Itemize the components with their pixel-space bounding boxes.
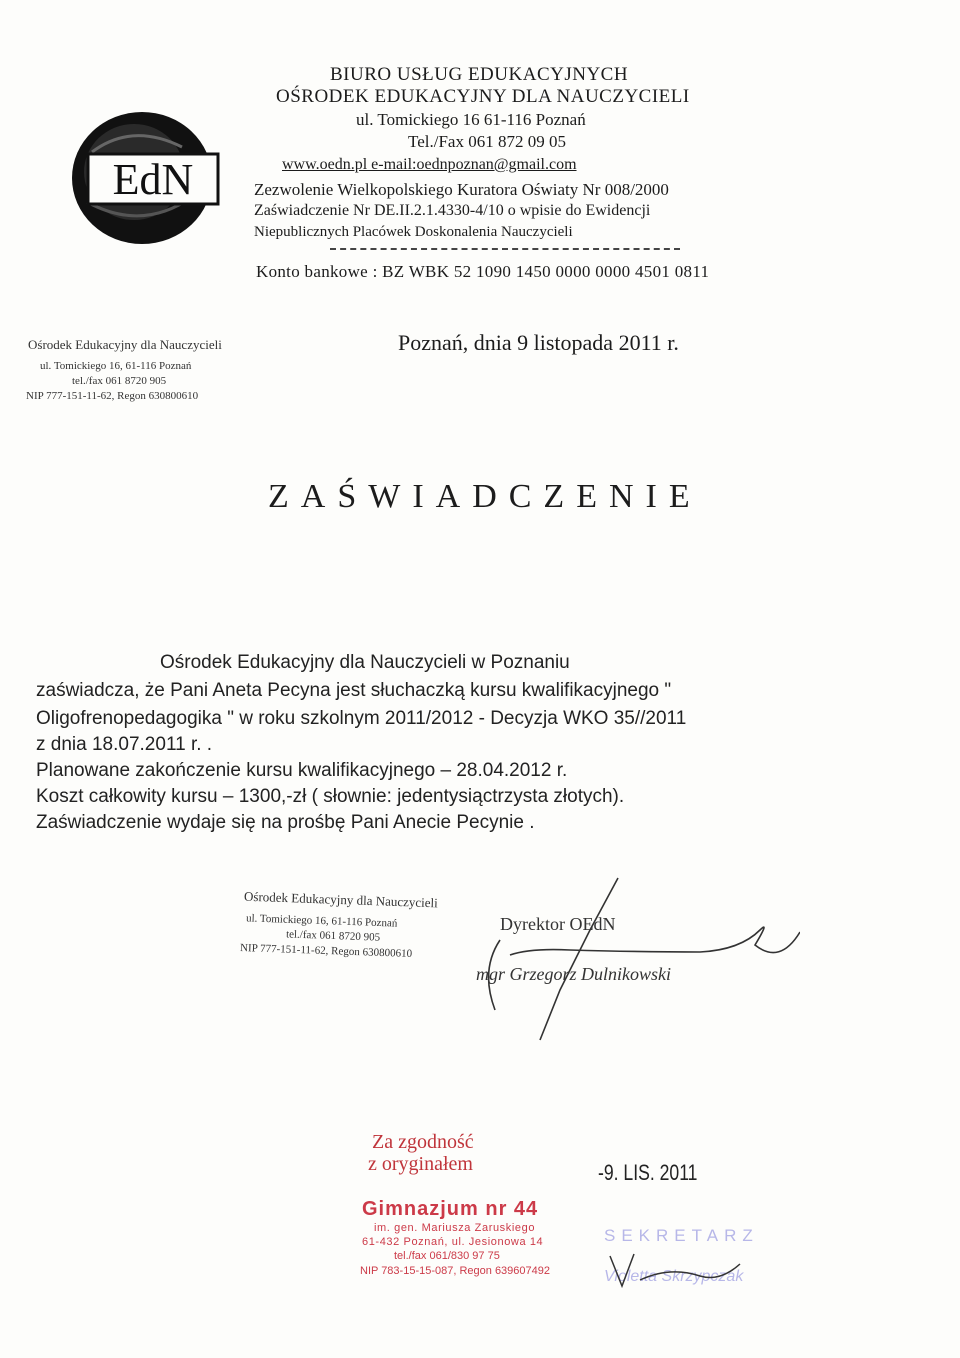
stamp-left-line1: Ośrodek Edukacyjny dla Nauczycieli — [28, 337, 222, 352]
letterhead-line2: OŚRODEK EDUKACYJNY DLA NAUCZYCIELI — [276, 86, 690, 107]
letterhead-phone: Tel./Fax 061 872 09 05 — [408, 132, 566, 151]
secretary-name: Violetta Skrzypczak — [604, 1268, 744, 1285]
body-line2: zaświadcza, że Pani Aneta Pecyna jest słuchaczką kursu kwalifikacyjnego " — [36, 680, 672, 701]
school-stamp-line2: im. gen. Mariusza Zaruskiego — [374, 1222, 536, 1234]
school-stamp-line5: NIP 783-15-15-087, Regon 639607492 — [360, 1265, 551, 1277]
letterhead-address: ul. Tomickiego 16 61-116 Poznań — [356, 110, 586, 129]
body-line7: Zaświadczenie wydaje się na prośbę Pani Anecie Pecynie . — [36, 812, 535, 833]
body-line3: Oligofrenopedagogika " w roku szkolnym 2011/2012 - Decyzja WKO 35//2011 — [36, 708, 687, 729]
body-line1: Ośrodek Edukacyjny dla Nauczycieli w Poznaniu — [160, 652, 570, 673]
secretary-role: SEKRETARZ — [604, 1226, 759, 1245]
director-signature — [440, 870, 800, 1050]
stamp-bottom-line1: Ośrodek Edukacyjny dla Nauczycieli — [243, 888, 439, 911]
body-line5: Planowane zakończenie kursu kwalifikacyjnego – 28.04.2012 r. — [36, 760, 568, 781]
body-line4: z dnia 18.07.2011 r. . — [36, 734, 213, 755]
letterhead-divider — [330, 248, 680, 250]
edn-logo — [52, 92, 232, 252]
document-title: ZAŚWIADCZENIE — [268, 478, 702, 515]
secretary-signature — [600, 1236, 760, 1296]
stamp-bottom-line2: ul. Tomickiego 16, 61-116 Poznań — [245, 912, 398, 930]
director-role: Dyrektor OEdN — [500, 914, 616, 934]
school-stamp-line3: 61-432 Poznań, ul. Jesionowa 14 — [362, 1236, 544, 1248]
stamp-bottom-line3: tel./fax 061 8720 905 — [285, 928, 381, 944]
stamp-left-line2: ul. Tomickiego 16, 61-116 Poznań — [40, 360, 192, 372]
stamp-left-line3: tel./fax 061 8720 905 — [72, 375, 167, 387]
letterhead-web: www.oedn.pl e-mail:oednpoznan@gmail.com — [282, 156, 577, 173]
letterhead-permit: Zezwolenie Wielkopolskiego Kuratora Oświaty Nr 008/2000 — [254, 180, 669, 199]
certified-copy-line1: Za zgodność — [372, 1131, 474, 1153]
letterhead-registry: Zaświadczenie Nr DE.II.2.1.4330-4/10 o wpisie do Ewidencji — [254, 202, 651, 219]
stamp-left-line4: NIP 777-151-11-62, Regon 630800610 — [26, 390, 199, 402]
document-date: Poznań, dnia 9 listopada 2011 r. — [398, 330, 679, 355]
director-name: mgr Grzegorz Dulnikowski — [476, 964, 672, 984]
certified-copy-line2: z oryginałem — [368, 1153, 473, 1175]
stamp-bottom-line4: NIP 777-151-11-62, Regon 630800610 — [239, 942, 413, 961]
bank-account: Konto bankowe : BZ WBK 52 1090 1450 0000 0000 4501 0811 — [256, 262, 710, 281]
body-line6: Koszt całkowity kursu – 1300,-zł ( słownie: jedentysiąctrzysta złotych). — [36, 786, 625, 807]
school-stamp-line4: tel./fax 061/830 97 75 — [394, 1250, 500, 1262]
school-stamp-name: Gimnazjum nr 44 — [362, 1198, 539, 1220]
letterhead-line1: BIURO USŁUG EDUKACYJNYCH — [330, 64, 629, 85]
letterhead-registry-2: Niepublicznych Placówek Doskonalenia Nauczycieli — [254, 224, 573, 240]
logo-text: EdN — [112, 155, 194, 204]
certification-date: -9. LIS. 2011 — [598, 1160, 698, 1185]
